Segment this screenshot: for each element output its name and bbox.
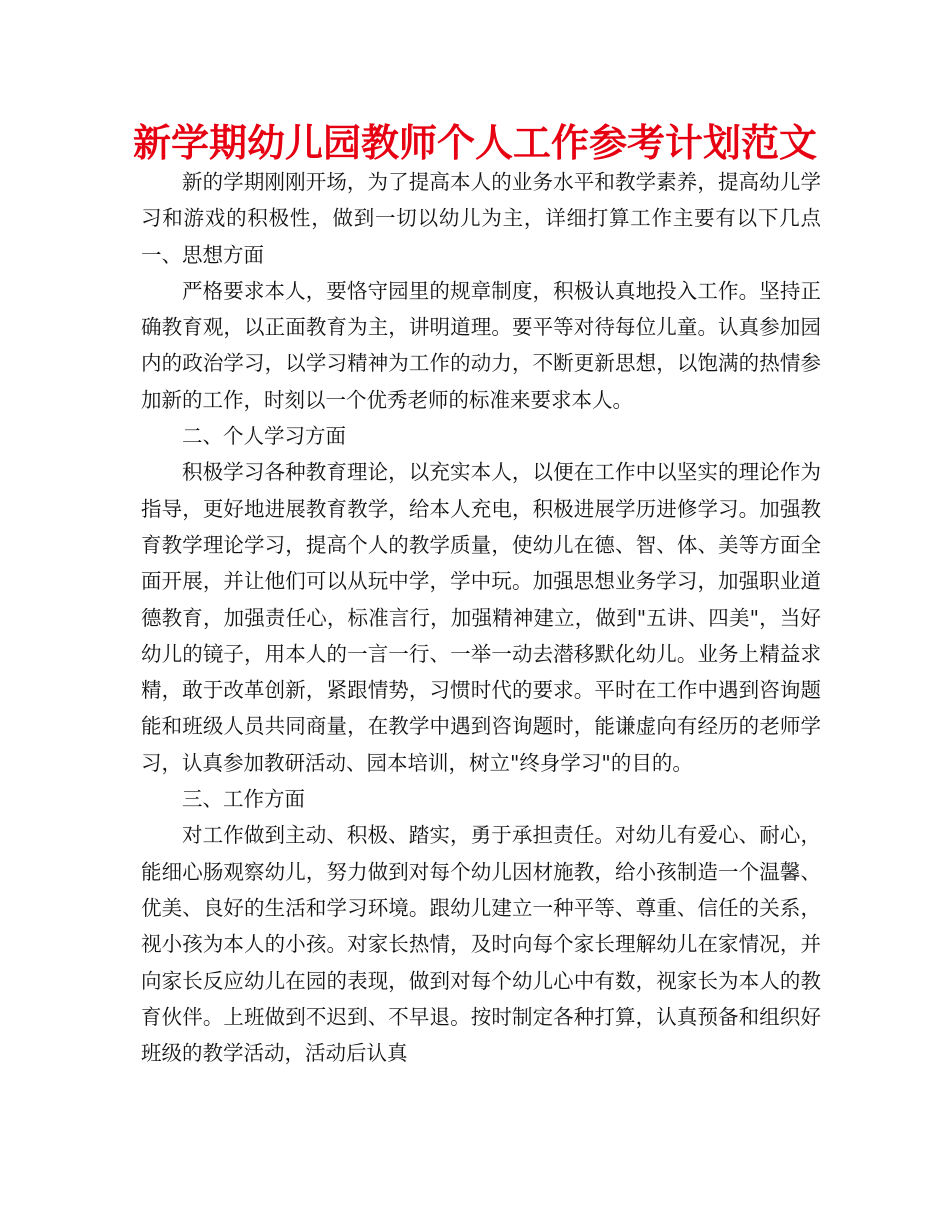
document-body	[141, 164, 862, 1071]
document-title: 新学期幼儿园教师个人工作参考计划范文	[132, 121, 817, 165]
paragraph-thought: 严格要求本人，要恪守园里的规章制度，积极认真地投入工作。坚持正确教育观，以正面教育为主，讲明道理。要平等对待每位儿童。认真参加园内的政治学习，以学习精神为工作的动力，不断更新思想，以饱满的热情参加新的工作，时刻以一个优秀老师的标准来要求本人。	[141, 278, 821, 412]
section-heading-study: 二、个人学习方面	[182, 424, 346, 449]
paragraph-work: 对工作做到主动、积极、踏实，勇于承担责任。对幼儿有爱心、耐心，能细心肠观察幼儿，努力做到对每个幼儿因材施教，给小孩制造一个温馨、优美、良好的生活和学习环境。跟幼儿建立一种平等、尊重、信任的关系，视小孩为本人的小孩。对家长热情，及时向每个家长理解幼儿在家情况，并向家长反应幼儿在园的表现，做到对每个幼儿心中有数，视家长为本人的教育伙伴。上班做到不迟到、不早退。按时制定各种打算，认真预备和组织好班级的教学活动，活动后认真	[141, 823, 821, 1066]
paragraph-intro: 新的学期刚刚开场，为了提高本人的业务水平和教学素养，提高幼儿学习和游戏的积极性，做到一切以幼儿为主，详细打算工作主要有以下几点 一、思想方面	[141, 170, 862, 267]
section-heading-work: 三、工作方面	[182, 787, 305, 812]
paragraph-study: 积极学习各种教育理论，以充实本人，以便在工作中以坚实的理论作为指导，更好地进展教育教学，给本人充电，积极进展学历进修学习。加强教育教学理论学习，提高个人的教学质量，使幼儿在德、智、体、美等方面全面开展，并让他们可以从玩中学，学中玩。加强思想业务学习，加强职业道德教育，加强责任心，标准言行，加强精神建立，做到"五讲、四美"，当好幼儿的镜子，用本人的一言一行、一举一动去潜移默化幼儿。业务上精益求精，敢于改革创新，紧跟情势，习惯时代的要求。平时在工作中遇到咨询题能和班级人员共同商量，在教学中遇到咨询题时，能谦虚向有经历的老师学习，认真参加教研活动、园本培训，树立"终身学习"的目的。	[141, 460, 821, 775]
